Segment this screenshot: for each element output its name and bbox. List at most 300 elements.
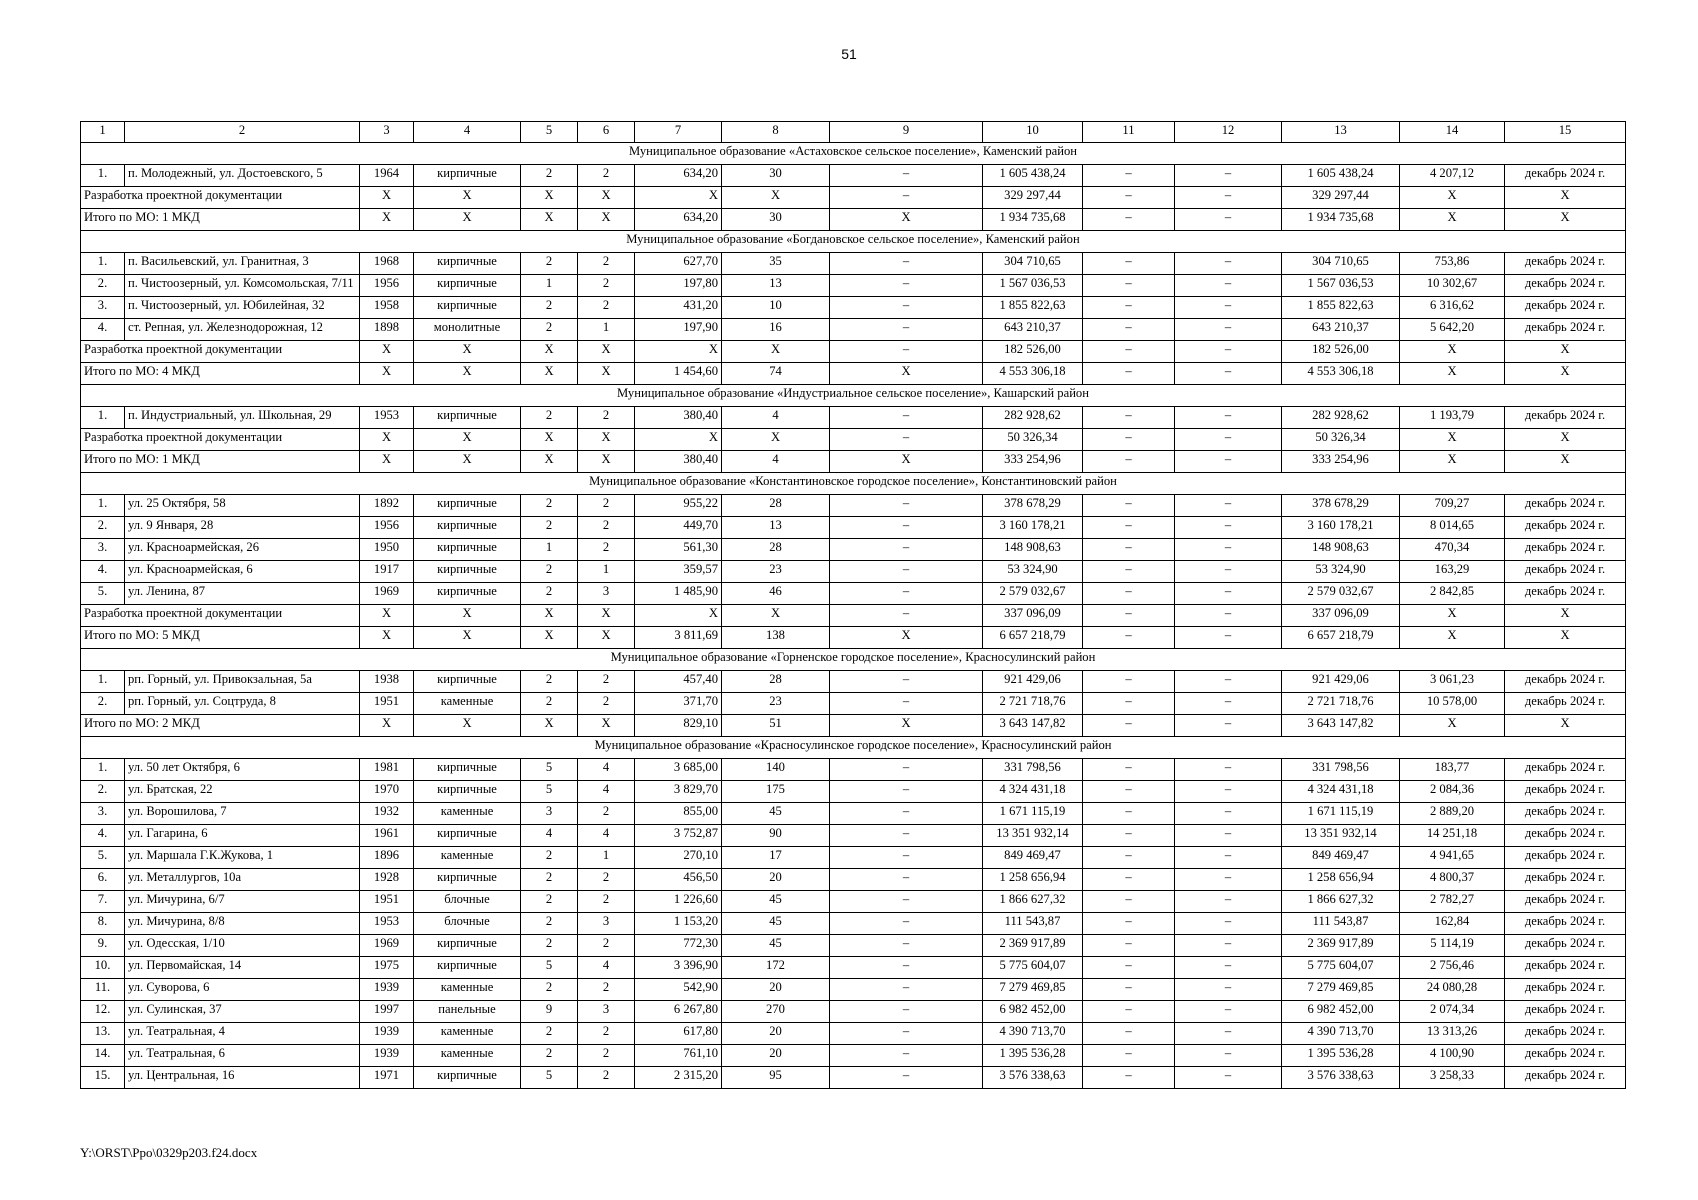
table-cell: 20 xyxy=(722,1045,830,1067)
table-cell: 1. xyxy=(81,253,125,275)
table-cell: X xyxy=(414,605,521,627)
table-cell: 3 xyxy=(521,803,578,825)
table-cell: 542,90 xyxy=(635,979,722,1001)
table-cell: 13 xyxy=(722,517,830,539)
table-cell: 8. xyxy=(81,913,125,935)
table-cell: X xyxy=(1505,451,1626,473)
table-cell: 3 829,70 xyxy=(635,781,722,803)
table-cell: 5. xyxy=(81,583,125,605)
table-cell: 282 928,62 xyxy=(983,407,1083,429)
table-row xyxy=(81,847,1626,869)
table-cell: кирпичные xyxy=(414,539,521,561)
table-cell: каменные xyxy=(414,693,521,715)
table-cell: – xyxy=(1175,605,1282,627)
table-cell: кирпичные xyxy=(414,759,521,781)
table-cell: 7 279 469,85 xyxy=(1282,979,1400,1001)
table-cell: 333 254,96 xyxy=(1282,451,1400,473)
table-cell: 1964 xyxy=(360,165,414,187)
table-cell: 617,80 xyxy=(635,1023,722,1045)
table-cell: 2 315,20 xyxy=(635,1067,722,1089)
table-cell: – xyxy=(830,847,983,869)
summary-row xyxy=(81,429,1626,451)
table-cell: X xyxy=(521,341,578,363)
table-cell: 380,40 xyxy=(635,451,722,473)
table-row xyxy=(81,517,1626,539)
table-cell: 4 553 306,18 xyxy=(983,363,1083,385)
table-cell: 1969 xyxy=(360,935,414,957)
table-cell: 28 xyxy=(722,671,830,693)
table-cell: 4 xyxy=(722,451,830,473)
table-cell: декабрь 2024 г. xyxy=(1505,825,1626,847)
table-cell: 634,20 xyxy=(635,209,722,231)
table-cell: – xyxy=(830,165,983,187)
table-cell: 51 xyxy=(722,715,830,737)
table-cell: декабрь 2024 г. xyxy=(1505,781,1626,803)
table-cell: декабрь 2024 г. xyxy=(1505,957,1626,979)
table-cell: 2 xyxy=(578,253,635,275)
table-cell: 1956 xyxy=(360,517,414,539)
table-cell: – xyxy=(1175,407,1282,429)
table-cell: 28 xyxy=(722,539,830,561)
summary-label: Итого по МО: 1 МКД xyxy=(81,209,360,231)
address-cell: ул. Одесская, 1/10 xyxy=(125,935,360,957)
address-cell: п. Индустриальный, ул. Школьная, 29 xyxy=(125,407,360,429)
table-cell: 3. xyxy=(81,539,125,561)
table-cell: 2 xyxy=(521,297,578,319)
table-cell: – xyxy=(1175,825,1282,847)
table-cell: 50 326,34 xyxy=(983,429,1083,451)
table-cell: X xyxy=(578,341,635,363)
table-cell: 4 xyxy=(722,407,830,429)
table-cell: – xyxy=(830,825,983,847)
table-cell: 5 775 604,07 xyxy=(983,957,1083,979)
table-cell: X xyxy=(830,451,983,473)
table-cell: 3. xyxy=(81,803,125,825)
address-cell: ул. Мичурина, 8/8 xyxy=(125,913,360,935)
address-cell: п. Чистоозерный, ул. Комсомольская, 7/11 xyxy=(125,275,360,297)
table-cell: 829,10 xyxy=(635,715,722,737)
table-cell: – xyxy=(1175,693,1282,715)
table-cell: – xyxy=(830,957,983,979)
table-cell: 380,40 xyxy=(635,407,722,429)
table-cell: 20 xyxy=(722,869,830,891)
table-cell: 2 xyxy=(578,539,635,561)
address-cell: ул. 9 Января, 28 xyxy=(125,517,360,539)
table-cell: X xyxy=(521,363,578,385)
table-cell: 1950 xyxy=(360,539,414,561)
table-cell: 2. xyxy=(81,517,125,539)
table-cell: 1 xyxy=(521,275,578,297)
table-cell: 2 xyxy=(578,803,635,825)
table-cell: 23 xyxy=(722,561,830,583)
table-cell: – xyxy=(1175,451,1282,473)
table-cell: 3 xyxy=(578,583,635,605)
table-cell: 11. xyxy=(81,979,125,1001)
table-cell: 6 657 218,79 xyxy=(1282,627,1400,649)
table-cell: X xyxy=(635,429,722,451)
table-row xyxy=(81,825,1626,847)
column-number-header: 7 xyxy=(635,122,722,143)
table-cell: X xyxy=(722,187,830,209)
table-cell: X xyxy=(1505,187,1626,209)
summary-row xyxy=(81,451,1626,473)
table-cell: – xyxy=(830,781,983,803)
table-cell: X xyxy=(635,187,722,209)
table-cell: 371,70 xyxy=(635,693,722,715)
address-cell: ул. Ленина, 87 xyxy=(125,583,360,605)
table-row xyxy=(81,759,1626,781)
table-cell: декабрь 2024 г. xyxy=(1505,319,1626,341)
table-cell: 1 934 735,68 xyxy=(983,209,1083,231)
table-cell: кирпичные xyxy=(414,957,521,979)
table-cell: 1968 xyxy=(360,253,414,275)
table-cell: 3 576 338,63 xyxy=(983,1067,1083,1089)
table-cell: 2 xyxy=(521,583,578,605)
table-cell: декабрь 2024 г. xyxy=(1505,275,1626,297)
table-cell: X xyxy=(1400,715,1505,737)
summary-label: Разработка проектной документации xyxy=(81,429,360,451)
table-cell: кирпичные xyxy=(414,407,521,429)
table-cell: 7. xyxy=(81,891,125,913)
table-cell: 3 xyxy=(578,913,635,935)
table-cell: 304 710,65 xyxy=(983,253,1083,275)
table-cell: 1961 xyxy=(360,825,414,847)
address-cell: ул. Маршала Г.К.Жукова, 1 xyxy=(125,847,360,869)
table-cell: 14 251,18 xyxy=(1400,825,1505,847)
table-cell: панельные xyxy=(414,1001,521,1023)
table-cell: 772,30 xyxy=(635,935,722,957)
column-number-header: 15 xyxy=(1505,122,1626,143)
section-header-row xyxy=(81,737,1626,759)
table-cell: 2 xyxy=(578,165,635,187)
table-cell: 1939 xyxy=(360,1045,414,1067)
table-cell: – xyxy=(1175,429,1282,451)
table-cell: блочные xyxy=(414,913,521,935)
table-cell: – xyxy=(830,1067,983,1089)
table-cell: 111 543,87 xyxy=(983,913,1083,935)
table-cell: 28 xyxy=(722,495,830,517)
table-cell: декабрь 2024 г. xyxy=(1505,671,1626,693)
address-cell: ул. Театральная, 4 xyxy=(125,1023,360,1045)
table-cell: 50 326,34 xyxy=(1282,429,1400,451)
table-cell: каменные xyxy=(414,803,521,825)
page-number: 51 xyxy=(841,46,857,62)
table-cell: 1939 xyxy=(360,979,414,1001)
table-cell: 9 xyxy=(521,1001,578,1023)
table-row xyxy=(81,671,1626,693)
table-cell: 4 324 431,18 xyxy=(983,781,1083,803)
table-cell: 90 xyxy=(722,825,830,847)
address-cell: рп. Горный, ул. Соцтруда, 8 xyxy=(125,693,360,715)
table-cell: 4 xyxy=(578,957,635,979)
table-cell: – xyxy=(1083,539,1175,561)
table-cell: кирпичные xyxy=(414,253,521,275)
table-cell: 849 469,47 xyxy=(1282,847,1400,869)
table-cell: 3 xyxy=(578,1001,635,1023)
table-cell: 2 xyxy=(578,869,635,891)
table-cell: 20 xyxy=(722,979,830,1001)
table-cell: X xyxy=(1505,429,1626,451)
table-cell: X xyxy=(1400,451,1505,473)
summary-row xyxy=(81,341,1626,363)
table-cell: 921 429,06 xyxy=(983,671,1083,693)
table-cell: – xyxy=(1175,847,1282,869)
table-cell: 4 xyxy=(578,825,635,847)
table-cell: – xyxy=(1175,517,1282,539)
table-cell: – xyxy=(1083,781,1175,803)
table-cell: X xyxy=(414,429,521,451)
table-cell: 3 685,00 xyxy=(635,759,722,781)
table-cell: кирпичные xyxy=(414,1067,521,1089)
address-cell: ул. Суворова, 6 xyxy=(125,979,360,1001)
table-cell: декабрь 2024 г. xyxy=(1505,891,1626,913)
table-cell: 4 941,65 xyxy=(1400,847,1505,869)
table-cell: – xyxy=(830,297,983,319)
table-cell: – xyxy=(1175,869,1282,891)
table-cell: 5 642,20 xyxy=(1400,319,1505,341)
section-header-row xyxy=(81,231,1626,253)
table-cell: – xyxy=(1083,825,1175,847)
table-cell: 1 395 536,28 xyxy=(1282,1045,1400,1067)
table-cell: каменные xyxy=(414,1023,521,1045)
table-cell: 6 982 452,00 xyxy=(1282,1001,1400,1023)
table-cell: 1 258 656,94 xyxy=(983,869,1083,891)
table-cell: 849 469,47 xyxy=(983,847,1083,869)
table-cell: X xyxy=(578,429,635,451)
table-cell: X xyxy=(830,715,983,737)
table-cell: кирпичные xyxy=(414,935,521,957)
table-cell: 1975 xyxy=(360,957,414,979)
table-cell: 3 643 147,82 xyxy=(1282,715,1400,737)
section-header-row xyxy=(81,649,1626,671)
table-cell: 709,27 xyxy=(1400,495,1505,517)
table-cell: – xyxy=(1175,1067,1282,1089)
table-cell: – xyxy=(830,539,983,561)
table-cell: 8 014,65 xyxy=(1400,517,1505,539)
table-cell: X xyxy=(1505,715,1626,737)
table-cell: 1 258 656,94 xyxy=(1282,869,1400,891)
table-cell: декабрь 2024 г. xyxy=(1505,913,1626,935)
table-cell: – xyxy=(1175,671,1282,693)
table-cell: 1 866 627,32 xyxy=(1282,891,1400,913)
table-row xyxy=(81,1045,1626,1067)
table-cell: – xyxy=(1175,1001,1282,1023)
table-cell: – xyxy=(830,935,983,957)
table-cell: – xyxy=(1175,1023,1282,1045)
table-cell: 2 xyxy=(521,1045,578,1067)
table-cell: – xyxy=(1083,451,1175,473)
table-cell: 1917 xyxy=(360,561,414,583)
table-cell: 456,50 xyxy=(635,869,722,891)
table-cell: – xyxy=(830,319,983,341)
table-cell: 4 xyxy=(521,825,578,847)
table-cell: 9. xyxy=(81,935,125,957)
table-cell: 561,30 xyxy=(635,539,722,561)
table-cell: X xyxy=(578,363,635,385)
table-cell: X xyxy=(360,605,414,627)
table-cell: 15. xyxy=(81,1067,125,1089)
address-cell: ул. 25 Октября, 58 xyxy=(125,495,360,517)
table-cell: 3 752,87 xyxy=(635,825,722,847)
column-number-header: 14 xyxy=(1400,122,1505,143)
table-cell: 329 297,44 xyxy=(983,187,1083,209)
table-cell: 23 xyxy=(722,693,830,715)
table-cell: – xyxy=(830,605,983,627)
table-cell: 53 324,90 xyxy=(983,561,1083,583)
table-cell: декабрь 2024 г. xyxy=(1505,1001,1626,1023)
table-cell: – xyxy=(830,1045,983,1067)
table-row xyxy=(81,319,1626,341)
table-cell: – xyxy=(1083,561,1175,583)
table-cell: 4 390 713,70 xyxy=(983,1023,1083,1045)
table-cell: 5 xyxy=(521,957,578,979)
table-cell: 140 xyxy=(722,759,830,781)
table-cell: 2 xyxy=(578,1067,635,1089)
table-cell: X xyxy=(635,605,722,627)
table-cell: 13 xyxy=(722,275,830,297)
table-cell: – xyxy=(1083,1045,1175,1067)
table-cell: 921 429,06 xyxy=(1282,671,1400,693)
table-cell: 163,29 xyxy=(1400,561,1505,583)
table-cell: – xyxy=(1083,891,1175,913)
table-cell: 1 xyxy=(578,561,635,583)
column-number-header: 5 xyxy=(521,122,578,143)
table-cell: X xyxy=(360,429,414,451)
address-cell: ул. 50 лет Октября, 6 xyxy=(125,759,360,781)
table-cell: 1. xyxy=(81,759,125,781)
table-cell: 2 xyxy=(521,913,578,935)
table-cell: 4. xyxy=(81,825,125,847)
table-cell: 3 061,23 xyxy=(1400,671,1505,693)
table-cell: 1938 xyxy=(360,671,414,693)
table-cell: 6 657 218,79 xyxy=(983,627,1083,649)
column-number-header: 10 xyxy=(983,122,1083,143)
address-cell: п. Молодежный, ул. Достоевского, 5 xyxy=(125,165,360,187)
table-cell: X xyxy=(578,627,635,649)
table-cell: – xyxy=(830,1023,983,1045)
table-row xyxy=(81,1067,1626,1089)
table-cell: 1970 xyxy=(360,781,414,803)
table-cell: X xyxy=(360,451,414,473)
address-cell: п. Васильевский, ул. Гранитная, 3 xyxy=(125,253,360,275)
table-cell: – xyxy=(1175,253,1282,275)
table-cell: декабрь 2024 г. xyxy=(1505,759,1626,781)
summary-label: Итого по МО: 5 МКД xyxy=(81,627,360,649)
table-row xyxy=(81,297,1626,319)
table-cell: 7 279 469,85 xyxy=(983,979,1083,1001)
table-cell: – xyxy=(1083,1067,1175,1089)
column-number-header: 1 xyxy=(81,122,125,143)
table-cell: – xyxy=(1083,935,1175,957)
table-cell: X xyxy=(521,715,578,737)
table-cell: 1953 xyxy=(360,913,414,935)
table-cell: 1 567 036,53 xyxy=(1282,275,1400,297)
table-cell: 20 xyxy=(722,1023,830,1045)
table-cell: 30 xyxy=(722,165,830,187)
table-cell: – xyxy=(1083,319,1175,341)
table-cell: X xyxy=(521,605,578,627)
table-cell: – xyxy=(1083,495,1175,517)
table-cell: 2 369 917,89 xyxy=(983,935,1083,957)
table-cell: X xyxy=(1400,605,1505,627)
table-cell: 3 576 338,63 xyxy=(1282,1067,1400,1089)
summary-row xyxy=(81,605,1626,627)
table-row xyxy=(81,957,1626,979)
table-cell: 333 254,96 xyxy=(983,451,1083,473)
table-cell: 1 671 115,19 xyxy=(1282,803,1400,825)
table-cell: 855,00 xyxy=(635,803,722,825)
table-cell: 148 908,63 xyxy=(983,539,1083,561)
summary-label: Разработка проектной документации xyxy=(81,605,360,627)
table-cell: – xyxy=(830,275,983,297)
table-cell: – xyxy=(1175,561,1282,583)
table-cell: 1 454,60 xyxy=(635,363,722,385)
table-cell: кирпичные xyxy=(414,297,521,319)
table-cell: 13 351 932,14 xyxy=(1282,825,1400,847)
table-row xyxy=(81,495,1626,517)
address-cell: п. Чистоозерный, ул. Юбилейная, 32 xyxy=(125,297,360,319)
table-row xyxy=(81,253,1626,275)
table-cell: 331 798,56 xyxy=(1282,759,1400,781)
table-row xyxy=(81,561,1626,583)
table-cell: – xyxy=(1175,913,1282,935)
table-cell: 3 396,90 xyxy=(635,957,722,979)
file-path-footer: Y:\ORST\Ppo\0329p203.f24.docx xyxy=(80,1145,258,1160)
table-cell: 1981 xyxy=(360,759,414,781)
table-cell: X xyxy=(1400,363,1505,385)
table-cell: 378 678,29 xyxy=(983,495,1083,517)
table-row xyxy=(81,583,1626,605)
summary-label: Итого по МО: 2 МКД xyxy=(81,715,360,737)
table-cell: – xyxy=(1083,693,1175,715)
table-cell: – xyxy=(1175,803,1282,825)
table-cell: 53 324,90 xyxy=(1282,561,1400,583)
municipality-heading: Муниципальное образование «Астаховское сельское поселение», Каменский район xyxy=(81,143,1626,165)
table-cell: 431,20 xyxy=(635,297,722,319)
table-cell: 2 756,46 xyxy=(1400,957,1505,979)
table-cell: 2 xyxy=(578,495,635,517)
table-cell: 2 xyxy=(578,275,635,297)
table-cell: 2 074,34 xyxy=(1400,1001,1505,1023)
table-cell: 1969 xyxy=(360,583,414,605)
table-cell: 162,84 xyxy=(1400,913,1505,935)
table-cell: 1 193,79 xyxy=(1400,407,1505,429)
table-cell: 1896 xyxy=(360,847,414,869)
table-cell: 2 xyxy=(521,935,578,957)
table-cell: – xyxy=(1083,605,1175,627)
table-cell: 1 226,60 xyxy=(635,891,722,913)
table-cell: 45 xyxy=(722,891,830,913)
table-cell: – xyxy=(1083,913,1175,935)
address-cell: ул. Гагарина, 6 xyxy=(125,825,360,847)
table-cell: 1953 xyxy=(360,407,414,429)
table-cell: – xyxy=(830,561,983,583)
table-cell: 74 xyxy=(722,363,830,385)
table-cell: 2 xyxy=(578,671,635,693)
table-cell: – xyxy=(1083,187,1175,209)
table-cell: 2 xyxy=(521,319,578,341)
table-cell: 2 xyxy=(521,869,578,891)
table-cell: – xyxy=(1175,715,1282,737)
table-cell: X xyxy=(578,605,635,627)
summary-row xyxy=(81,209,1626,231)
table-cell: декабрь 2024 г. xyxy=(1505,1067,1626,1089)
table-cell: 337 096,09 xyxy=(983,605,1083,627)
table-cell: 10. xyxy=(81,957,125,979)
table-cell: 2 xyxy=(521,253,578,275)
table-cell: – xyxy=(830,495,983,517)
table-cell: 2 842,85 xyxy=(1400,583,1505,605)
